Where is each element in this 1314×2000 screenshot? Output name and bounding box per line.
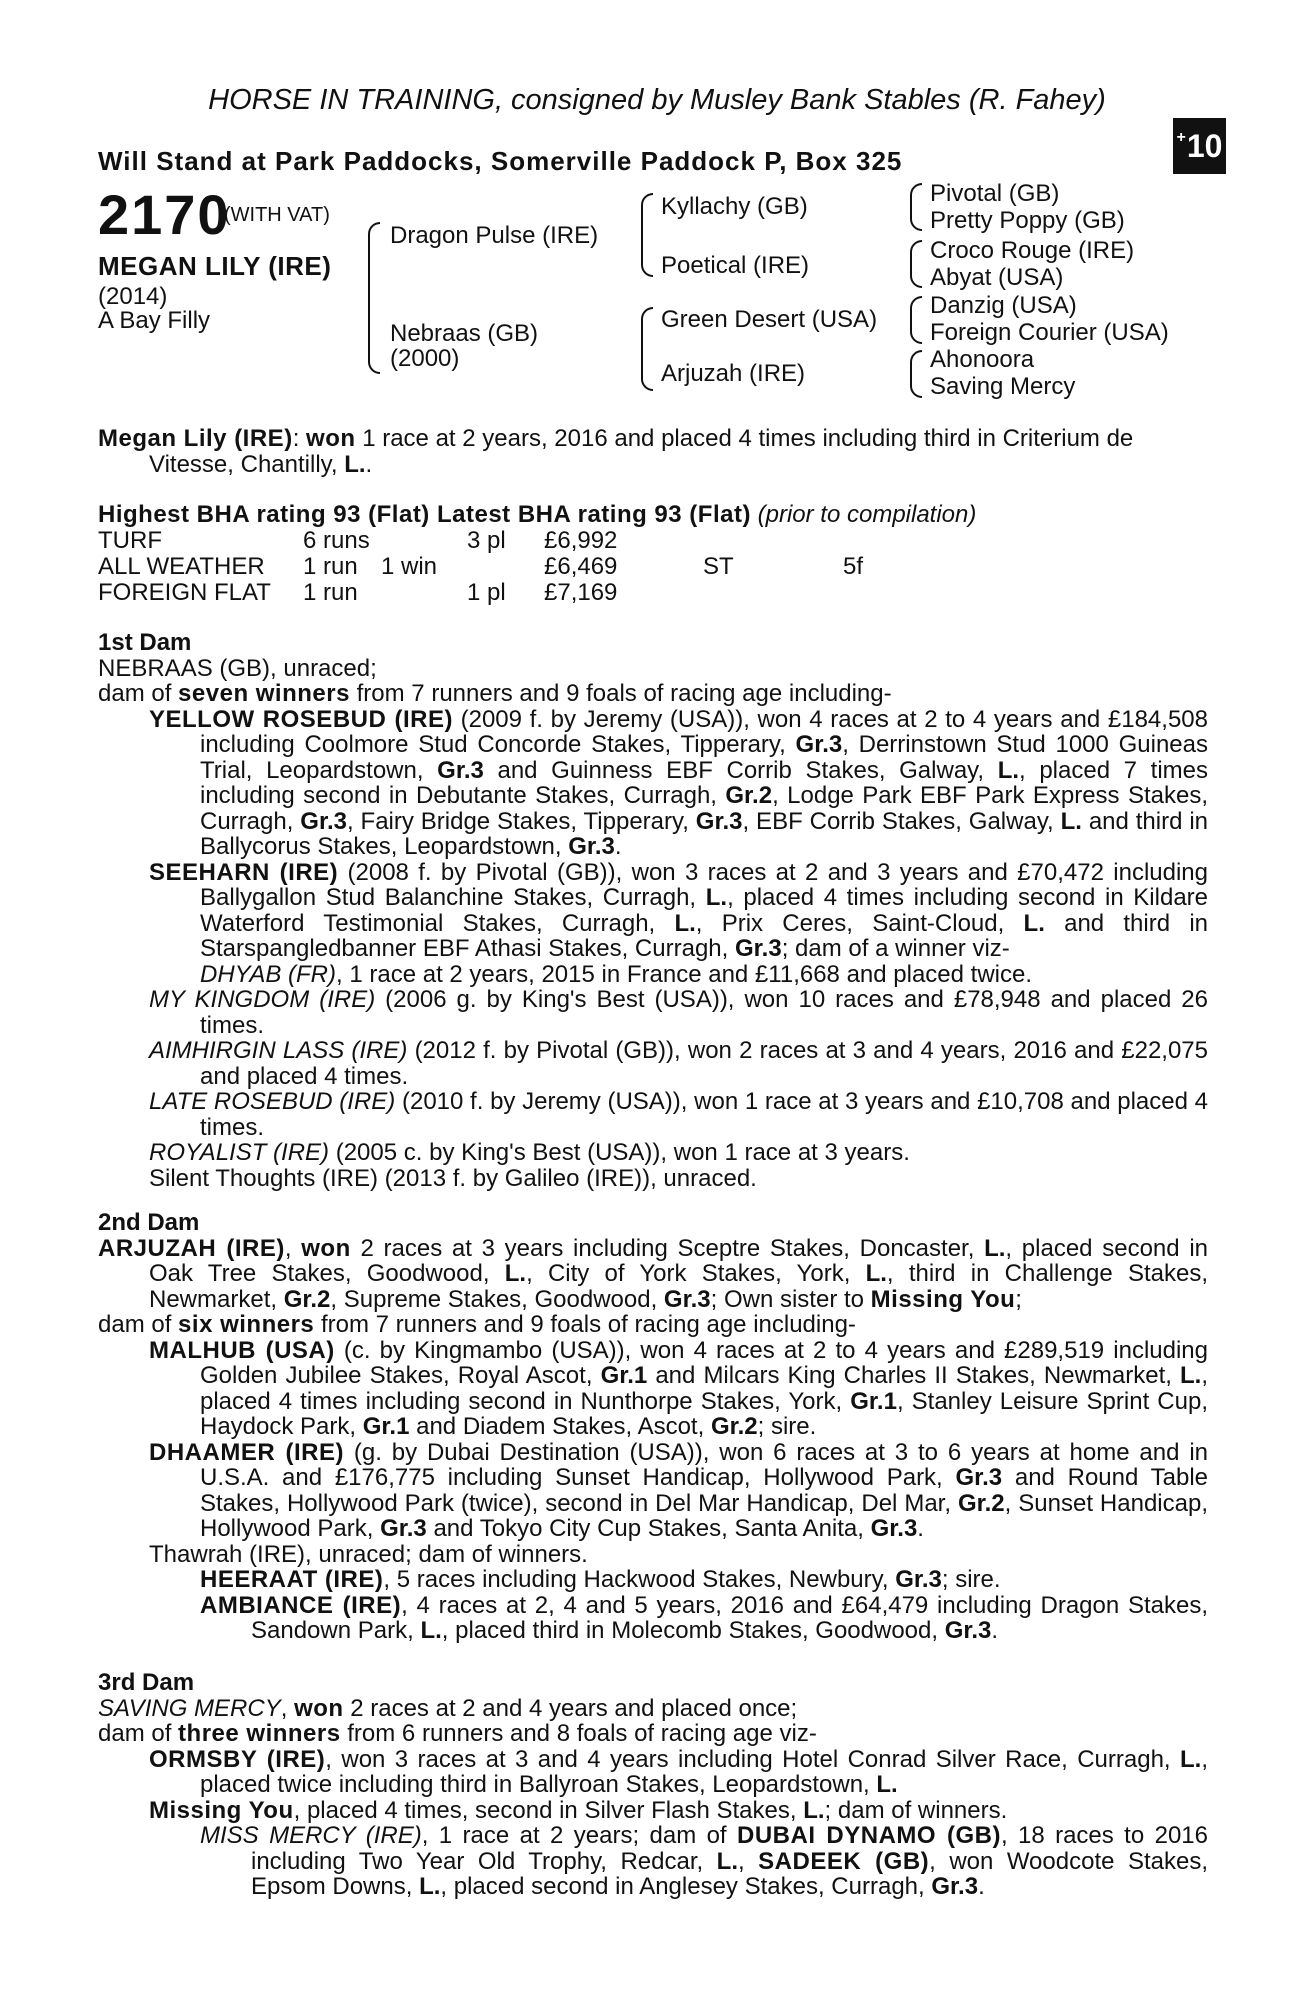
- grade-tag: Gr.1: [850, 1387, 897, 1415]
- badge-mark: +: [1176, 129, 1186, 146]
- summary-won: won: [306, 425, 356, 452]
- pedigree-dds: Ahonoora: [930, 346, 1035, 373]
- grand-progeny-entry: [98, 1593, 1208, 1644]
- text: dam of: [98, 680, 179, 707]
- text: , Lodge Park EBF Park Express Stakes, Curragh,: [200, 782, 1208, 835]
- text: and third in Starspangledbanner EBF Athasi Stakes, Curragh,: [200, 909, 1208, 962]
- grade-tag: Gr.3: [437, 756, 484, 784]
- text: ; dam of a winner viz-: [781, 935, 1010, 962]
- stand-location: Will Stand at Park Paddocks, Somerville Paddock P, Box 325: [98, 146, 903, 176]
- text: , Prix Ceres, Saint-Cloud,: [695, 909, 1024, 937]
- text: , placed 4 times including second in Nunthorpe Stakes, York,: [200, 1362, 1208, 1415]
- text: , Fairy Bridge Stakes, Tipperary,: [346, 807, 696, 835]
- progeny-entry: [98, 860, 1208, 988]
- horse-description: A Bay Filly: [98, 307, 211, 334]
- text: and Round Table Stakes, Hollywood Park (twice), second in Del Mar Handicap, Del Mar,: [200, 1464, 1208, 1517]
- progeny-name: SEEHARN (IRE): [149, 858, 339, 886]
- pedigree-brace: [641, 193, 653, 277]
- text: from 6 runners and 8 foals of racing age viz-: [340, 1720, 817, 1747]
- grade-tag: Gr.2: [957, 1489, 1005, 1517]
- summary-horse-name: Megan Lily (IRE): [98, 425, 293, 452]
- progeny-entry: [98, 1089, 1208, 1140]
- grade-tag: L.: [420, 1617, 442, 1644]
- progeny-entry: [98, 1338, 1208, 1440]
- grade-tag: L.: [344, 450, 366, 478]
- pedigree-dss: Danzig (USA): [930, 292, 1077, 319]
- text: , placed third in Molecomb Stakes, Goodwood,: [441, 1617, 945, 1644]
- progeny-name: MALHUB (USA): [149, 1336, 335, 1364]
- text: .: [991, 1617, 999, 1644]
- pedigree-sdd: Abyat (USA): [930, 264, 1064, 291]
- table-cell: £6,992: [544, 527, 618, 554]
- winners-count: three winners: [178, 1720, 341, 1747]
- table-cell: 1 win: [381, 553, 438, 580]
- progeny-name: HEERAAT (IRE): [200, 1566, 384, 1593]
- text: ; sire.: [941, 1566, 1001, 1593]
- third-dam-section: [98, 1670, 1208, 1900]
- text: (g. by Dubai Destination (USA)), won 6 races at 3 to 6 years at home and in U.S.A. and £176,775 including Sunset Handicap, Hollywood Park,: [200, 1438, 1208, 1491]
- table-cell: [843, 528, 863, 554]
- grade-tag: Gr.2: [283, 1285, 331, 1313]
- table-cell: ALL WEATHER: [98, 553, 265, 580]
- text: from 7 runners and 9 foals of racing age including-: [349, 680, 892, 707]
- rating-note: (prior to compilation): [757, 501, 977, 528]
- progeny-name: ORMSBY (IRE): [149, 1745, 326, 1773]
- progeny-name: DHAAMER (IRE): [149, 1438, 345, 1466]
- text: , placed twice including third in Ballyroan Stakes, Leopardstown,: [200, 1745, 1208, 1798]
- text: from 7 runners and 9 foals of racing age including-: [314, 1311, 856, 1338]
- text: , 5 races including Hackwood Stakes, Newbury,: [383, 1566, 896, 1593]
- pedigree-dam-year: (2000): [390, 345, 460, 372]
- grade-tag: L.: [1180, 1362, 1202, 1389]
- horse-year: (2014): [98, 283, 168, 310]
- grade-tag: L.: [674, 909, 696, 937]
- text: (2008 f. by Pivotal (GB)), won 3 races at 2 and 3 years and £70,472 including Ballygallon Stud Balanchine Stakes, Curragh,: [200, 858, 1208, 911]
- text: ; sire.: [757, 1413, 817, 1440]
- table-cell: £6,469: [544, 553, 618, 580]
- text: 2 races at 2 and 4 years and placed once;: [343, 1694, 798, 1722]
- pedigree-sds: Croco Rouge (IRE): [930, 237, 1135, 264]
- grade-tag: Gr.3: [795, 731, 843, 758]
- text: and Tokyo City Cup Stakes, Santa Anita,: [426, 1515, 871, 1542]
- dam-of-line: [98, 681, 1208, 707]
- text: , third in Challenge Stakes, Newmarket,: [149, 1260, 1208, 1313]
- rating-line: [98, 502, 1208, 528]
- text: , placed second in Anglesey Stakes, Curragh,: [440, 1873, 932, 1900]
- first-dam-line: NEBRAAS (GB), unraced;: [98, 654, 377, 682]
- text: , placed 4 times including second in Kildare Waterford Testimonial Stakes, Curragh,: [200, 884, 1208, 937]
- pedigree-sire: Dragon Pulse (IRE): [390, 222, 599, 249]
- grade-tag: L.: [1180, 1745, 1202, 1773]
- progeny-name: YELLOW ROSEBUD (IRE): [149, 705, 453, 733]
- winners-count: seven winners: [178, 680, 350, 707]
- table-cell: [703, 580, 843, 606]
- text: , Supreme Stakes, Goodwood,: [330, 1285, 664, 1313]
- vat-note: (WITH VAT): [224, 204, 330, 226]
- third-dam-heading: 3rd Dam: [98, 1669, 195, 1696]
- progeny-entry: [98, 987, 1208, 1038]
- progeny-name: DHYAB (FR): [200, 960, 337, 988]
- text: and Milcars King Charles II Stakes, Newmarket,: [647, 1362, 1180, 1389]
- pedigree-dam: Nebraas (GB): [390, 320, 539, 347]
- text: , Sunset Handicap, Hollywood Park,: [200, 1489, 1208, 1542]
- grade-tag: L.: [716, 1847, 738, 1875]
- progeny-entry: Thawrah (IRE), unraced; dam of winners.: [149, 1540, 588, 1568]
- grade-tag: Gr.3: [663, 1285, 711, 1313]
- progeny-entry: [98, 1747, 1208, 1798]
- progeny-name: DUBAI DYNAMO (GB): [737, 1822, 1001, 1849]
- won-word: won: [294, 1694, 344, 1722]
- progeny-name: AIMHIRGIN LASS (IRE): [149, 1037, 408, 1064]
- pedigree-ddd: Saving Mercy: [930, 373, 1076, 400]
- grade-tag: Gr.2: [725, 782, 773, 809]
- text: , Stanley Leisure Sprint Cup, Haydock Park,: [200, 1387, 1208, 1440]
- table-cell: 3 pl: [467, 527, 506, 554]
- text: (c. by Kingmambo (USA)), won 4 races at 2 to 4 years and £289,519 including Golden Jubilee Stakes, Royal Ascot,: [200, 1336, 1208, 1389]
- grade-tag: Gr.1: [362, 1413, 410, 1440]
- won-word: won: [301, 1234, 351, 1262]
- grade-tag: L.: [419, 1873, 441, 1900]
- table-cell: [843, 580, 863, 606]
- progeny-entry: Silent Thoughts (IRE) (2013 f. by Galileo (IRE)), unraced.: [149, 1164, 757, 1192]
- text: ;: [1015, 1285, 1022, 1313]
- text: dam of: [98, 1311, 179, 1338]
- text: ; dam of winners.: [824, 1796, 1008, 1824]
- pedigree-brace: [910, 183, 922, 231]
- progeny-name: SADEEK (GB): [758, 1847, 930, 1875]
- table-cell: [381, 528, 467, 554]
- pedigree-brace: [910, 350, 922, 398]
- grand-progeny-entry: [98, 1823, 1208, 1900]
- first-dam-heading: 1st Dam: [98, 629, 192, 656]
- dam-name: ARJUZAH (IRE): [98, 1234, 285, 1262]
- grade-tag: Gr.3: [380, 1515, 427, 1542]
- text: , won Woodcote Stakes, Epsom Downs,: [251, 1847, 1208, 1900]
- text: , placed 4 times, second in Silver Flash Stakes,: [293, 1796, 804, 1824]
- dam-record: SAVING MERCY, won 2 races at 2 and 4 years and placed once;: [98, 1694, 798, 1722]
- grade-tag: L.: [504, 1260, 527, 1287]
- grade-tag: Gr.2: [710, 1413, 758, 1440]
- progeny-name: MISS MERCY (IRE): [200, 1822, 422, 1849]
- grade-tag: Gr.1: [600, 1362, 648, 1389]
- text: and Guinness EBF Corrib Stakes, Galway,: [483, 756, 998, 784]
- progeny-name: MY KINGDOM (IRE): [149, 986, 376, 1013]
- grade-tag: Gr.3: [931, 1873, 979, 1900]
- text: ; Own sister to: [710, 1285, 871, 1313]
- text: , placed 7 times including second in Debutante Stakes, Curragh,: [200, 756, 1208, 809]
- text: dam of: [98, 1720, 179, 1747]
- text: , 4 races at 2, 4 and 5 years, 2016 and £64,479 including Dragon Stakes, Sandown Park,: [251, 1591, 1208, 1644]
- text: , won 3 races at 3 and 4 years including Hotel Conrad Silver Race, Curragh,: [325, 1745, 1180, 1773]
- table-row: [98, 528, 863, 554]
- grade-tag: L.: [997, 756, 1020, 784]
- race-record-table: [98, 528, 863, 606]
- text: ,: [737, 1847, 759, 1875]
- progeny-entry: [98, 1798, 1208, 1824]
- table-row: [98, 554, 863, 580]
- pedigree-brace: [910, 296, 922, 344]
- text: , City of York Stakes, York,: [526, 1260, 866, 1287]
- grade-tag: L.: [1060, 807, 1082, 835]
- progeny-name: AMBIANCE (IRE): [200, 1591, 402, 1619]
- pedigree-brace: [641, 307, 653, 391]
- table-cell: TURF: [98, 527, 162, 554]
- text: (2006 g. by King's Best (USA)), won 10 races and £78,948 and placed 26 times.: [200, 986, 1209, 1039]
- pedigree-brace: [368, 222, 380, 374]
- table-cell: 1 run: [303, 579, 358, 606]
- pedigree-dsd: Foreign Courier (USA): [930, 319, 1169, 346]
- text: (2005 c. by King's Best (USA)), won 1 race at 3 years.: [329, 1139, 910, 1166]
- pedigree-sss: Pivotal (GB): [930, 180, 1060, 207]
- table-cell: 6 runs: [303, 527, 370, 554]
- grade-tag: Gr.3: [695, 807, 743, 835]
- pedigree-dam-sire: Green Desert (USA): [661, 306, 878, 333]
- grade-tag: L.: [876, 1771, 898, 1798]
- rating-bold: Highest BHA rating 93 (Flat) Latest BHA rating 93 (Flat): [98, 501, 751, 528]
- pedigree-sire-dam: Poetical (IRE): [661, 252, 810, 279]
- grade-tag: Gr.3: [734, 935, 782, 962]
- lot-badge: [1173, 118, 1226, 174]
- text: (2012 f. by Pivotal (GB)), won 2 races at 3 and 4 years, 2016 and £22,075 and placed 4 times.: [200, 1037, 1208, 1090]
- pedigree-sire-sire: Kyllachy (GB): [661, 193, 808, 220]
- pedigree-dam-dam: Arjuzah (IRE): [661, 360, 806, 387]
- dam-of-line: [98, 1721, 1208, 1747]
- sister-name: Missing You: [870, 1285, 1016, 1313]
- first-dam-section: [98, 630, 1208, 1191]
- pedigree-brace: [910, 240, 922, 288]
- text: , placed second in Oak Tree Stakes, Goodwood,: [149, 1234, 1208, 1287]
- table-cell: [467, 554, 544, 580]
- progeny-entry: [98, 1140, 1208, 1166]
- table-cell: [381, 580, 467, 606]
- badge-number: 10: [1186, 127, 1223, 164]
- grade-tag: L.: [984, 1234, 1006, 1262]
- table-cell: 1 pl: [467, 579, 506, 606]
- text: and Diadem Stakes, Ascot,: [409, 1413, 711, 1440]
- second-dam-heading: 2nd Dam: [98, 1209, 200, 1236]
- text: and third in Ballycorus Stakes, Leopardstown,: [200, 807, 1209, 860]
- table-cell: 1 run: [303, 553, 358, 580]
- table-cell: [703, 528, 843, 554]
- winners-count: six winners: [178, 1311, 315, 1338]
- table-row: [98, 580, 863, 606]
- second-dam-section: [98, 1210, 1208, 1644]
- grade-tag: L.: [705, 884, 728, 911]
- text: , 1 race at 2 years; dam of: [421, 1822, 737, 1849]
- progeny-name: LATE ROSEBUD (IRE): [149, 1088, 396, 1115]
- grade-tag: L.: [1023, 909, 1045, 937]
- grade-tag: Gr.3: [870, 1515, 918, 1542]
- text: , 1 race at 2 years, 2015 in France and £11,668 and placed twice.: [336, 960, 1033, 988]
- lot-number: 2170: [98, 183, 231, 246]
- text: .: [614, 833, 622, 860]
- progeny-entry: [98, 707, 1208, 860]
- grade-tag: Gr.3: [955, 1464, 1003, 1491]
- progeny-name: Missing You: [149, 1796, 294, 1824]
- text: , 18 races to 2016 including Two Year Old Trophy, Redcar,: [251, 1822, 1208, 1875]
- text: 2 races at 3 years including Sceptre Stakes, Doncaster,: [350, 1234, 985, 1262]
- progeny-entry: [98, 1440, 1208, 1542]
- dam-record: ARJUZAH (IRE), won 2 races at 3 years including Sceptre Stakes, Doncaster, L., placed second in Oak Tree Stakes, Goodwood, L., City of York Stakes, York, L., third in Challenge Stakes, Newmarket, Gr.2, Supreme Stakes, Goodwood, Gr.3; Own sister to Missing You;: [98, 1234, 1208, 1313]
- horse-name: MEGAN LILY (IRE): [98, 251, 332, 281]
- grade-tag: Gr.3: [568, 833, 615, 860]
- table-cell: ST: [703, 553, 734, 580]
- text: .: [978, 1873, 985, 1900]
- text: .: [917, 1515, 924, 1542]
- grade-tag: L.: [865, 1260, 887, 1287]
- race-summary: Megan Lily (IRE): won 1 race at 2 years, 2016 and placed 4 times including third in Criterium de Vitesse, Chantilly, L..: [98, 425, 1134, 478]
- dam-of-line: [98, 1312, 1208, 1338]
- progeny-name: ROYALIST (IRE): [149, 1139, 330, 1166]
- text: (2009 f. by Jeremy (USA)), won 4 races at 2 to 4 years and £184,508 including Coolmore Stud Concorde Stakes, Tipperary,: [200, 705, 1208, 758]
- table-cell: 5f: [843, 553, 864, 580]
- grade-tag: Gr.3: [895, 1566, 942, 1593]
- dam-name: SAVING MERCY: [98, 1694, 281, 1722]
- grade-tag: Gr.3: [944, 1617, 992, 1644]
- grade-tag: L.: [803, 1796, 825, 1824]
- pedigree-ssd: Pretty Poppy (GB): [930, 207, 1125, 234]
- table-cell: £7,169: [544, 579, 618, 606]
- grade-tag: Gr.3: [300, 807, 347, 835]
- text: , EBF Corrib Stakes, Galway,: [742, 807, 1061, 835]
- catalogue-header: HORSE IN TRAINING, consigned by Musley Bank Stables (R. Fahey): [208, 84, 1106, 116]
- table-cell: FOREIGN FLAT: [98, 579, 271, 606]
- grand-progeny-entry: [98, 1567, 1208, 1593]
- text: , Derrinstown Stud 1000 Guineas Trial, Leopardstown,: [200, 731, 1208, 784]
- text: (2010 f. by Jeremy (USA)), won 1 race at 3 years and £10,708 and placed 4 times.: [200, 1088, 1208, 1141]
- summary-text: 1 race at 2 years, 2016 and placed 4 times including third in Criterium de Vitesse, Chantilly,: [149, 425, 1134, 478]
- progeny-entry: [98, 1038, 1208, 1089]
